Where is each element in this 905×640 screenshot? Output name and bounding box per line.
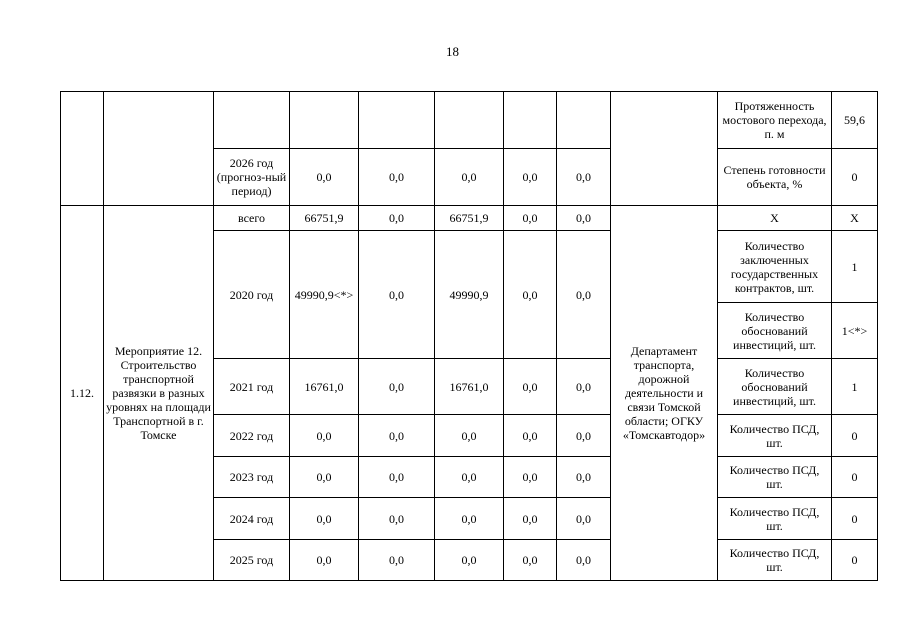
value-cell: 0,0 <box>290 540 359 581</box>
value-cell: 0,0 <box>359 359 435 415</box>
value-cell: 0,0 <box>504 415 557 457</box>
value-cell: 0,0 <box>359 415 435 457</box>
event-number-cell: 1.12. <box>61 206 104 581</box>
year-cell: 2021 год <box>214 359 290 415</box>
value-cell: 66751,9 <box>435 206 504 231</box>
value-cell: 0,0 <box>557 359 611 415</box>
value-cell: 0,0 <box>557 498 611 540</box>
indicator-name-cell: Х <box>718 206 832 231</box>
event-name-cell <box>104 92 214 206</box>
value-cell: 0,0 <box>290 149 359 206</box>
indicator-value-cell: Х <box>832 206 878 231</box>
value-cell <box>359 92 435 149</box>
value-cell: 0,0 <box>359 540 435 581</box>
indicator-name-cell: Количество обоснований инвестиций, шт. <box>718 359 832 415</box>
indicator-value-cell: 0 <box>832 540 878 581</box>
value-cell: 0,0 <box>359 206 435 231</box>
value-cell: 0,0 <box>504 540 557 581</box>
value-cell <box>290 92 359 149</box>
event-name-cell: Мероприятие 12. Строительство транспортной развязки в разных уровнях на площади Транспортной в г. Томске <box>104 206 214 581</box>
indicator-value-cell: 1 <box>832 359 878 415</box>
year-cell: 2023 год <box>214 457 290 498</box>
value-cell: 16761,0 <box>290 359 359 415</box>
indicator-value-cell: 0 <box>832 415 878 457</box>
value-cell: 0,0 <box>504 231 557 359</box>
year-cell: всего <box>214 206 290 231</box>
year-cell: 2024 год <box>214 498 290 540</box>
value-cell: 66751,9 <box>290 206 359 231</box>
value-cell: 49990,9 <box>435 231 504 359</box>
value-cell: 0,0 <box>290 498 359 540</box>
year-cell <box>214 92 290 149</box>
year-cell: 2020 год <box>214 231 290 359</box>
indicator-name-cell: Степень готовности объекта, % <box>718 149 832 206</box>
indicator-value-cell: 0 <box>832 457 878 498</box>
table-row <box>61 92 878 149</box>
value-cell: 0,0 <box>290 457 359 498</box>
indicator-value-cell: 59,6 <box>832 92 878 149</box>
value-cell: 0,0 <box>557 206 611 231</box>
value-cell <box>557 92 611 149</box>
value-cell: 16761,0 <box>435 359 504 415</box>
value-cell: 0,0 <box>435 540 504 581</box>
indicator-value-cell: 1<*> <box>832 303 878 359</box>
value-cell <box>435 92 504 149</box>
value-cell: 0,0 <box>504 498 557 540</box>
value-cell: 0,0 <box>359 231 435 359</box>
value-cell: 0,0 <box>435 415 504 457</box>
value-cell: 0,0 <box>557 415 611 457</box>
indicator-value-cell: 0 <box>832 498 878 540</box>
value-cell: 0,0 <box>435 457 504 498</box>
value-cell: 49990,9<*> <box>290 231 359 359</box>
value-cell: 0,0 <box>435 498 504 540</box>
value-cell: 0,0 <box>359 457 435 498</box>
year-cell: 2026 год (прогноз-ный период) <box>214 149 290 206</box>
value-cell: 0,0 <box>359 498 435 540</box>
value-cell: 0,0 <box>504 206 557 231</box>
indicator-name-cell: Количество ПСД, шт. <box>718 498 832 540</box>
year-cell: 2025 год <box>214 540 290 581</box>
value-cell: 0,0 <box>504 359 557 415</box>
value-cell: 0,0 <box>359 149 435 206</box>
executor-cell <box>611 92 718 206</box>
year-cell: 2022 год <box>214 415 290 457</box>
indicator-value-cell: 1 <box>832 231 878 303</box>
financing-table <box>60 91 878 581</box>
value-cell: 0,0 <box>557 149 611 206</box>
table-row <box>61 206 878 231</box>
value-cell: 0,0 <box>290 415 359 457</box>
value-cell: 0,0 <box>557 457 611 498</box>
indicator-name-cell: Количество ПСД, шт. <box>718 415 832 457</box>
page-number: 18 <box>446 44 459 59</box>
indicator-name-cell: Количество ПСД, шт. <box>718 457 832 498</box>
indicator-name-cell: Протяженность мостового перехода, п. м <box>718 92 832 149</box>
value-cell: 0,0 <box>435 149 504 206</box>
executor-cell: Департамент транспорта, дорожной деятельности и связи Томской области; ОГКУ «Томскавтодор» <box>611 206 718 581</box>
indicator-value-cell: 0 <box>832 149 878 206</box>
value-cell: 0,0 <box>504 457 557 498</box>
value-cell <box>504 92 557 149</box>
value-cell: 0,0 <box>504 149 557 206</box>
number-cell <box>61 92 104 206</box>
indicator-name-cell: Количество заключенных государственных контрактов, шт. <box>718 231 832 303</box>
value-cell: 0,0 <box>557 540 611 581</box>
indicator-name-cell: Количество ПСД, шт. <box>718 540 832 581</box>
indicator-name-cell: Количество обоснований инвестиций, шт. <box>718 303 832 359</box>
value-cell: 0,0 <box>557 231 611 359</box>
